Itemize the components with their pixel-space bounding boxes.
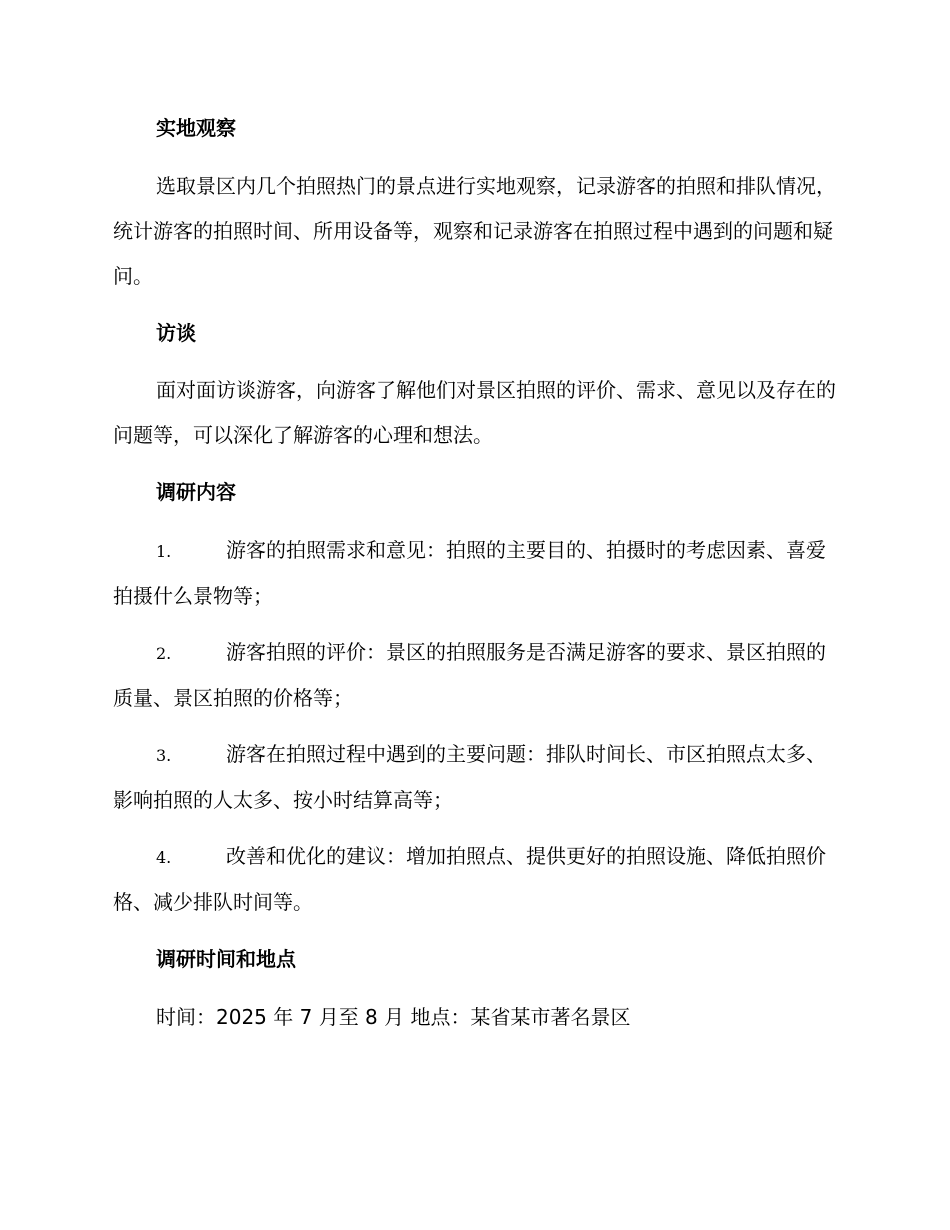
list-item-number: 4. [156, 848, 172, 867]
observation-paragraph: 选取景区内几个拍照热门的景点进行实地观察，记录游客的拍照和排队情况，统计游客的拍照时间、所用设备等，观察和记录游客在拍照过程中遇到的问题和疑问。 [113, 174, 836, 288]
list-item [113, 732, 841, 823]
section-heading-observation: 实地观察 [156, 116, 236, 140]
list-item [113, 630, 841, 721]
list-item [113, 528, 841, 619]
list-item-number: 2. [156, 644, 172, 663]
list-item-number: 1. [156, 542, 172, 561]
list-item-text: 游客拍照的评价：景区的拍照服务是否满足游客的要求、景区拍照的质量、景区拍照的价格等； [113, 640, 826, 710]
section-heading-interview: 访谈 [156, 321, 196, 345]
schedule-line: 时间：2025 年 7 月至 8 月 地点：某省某市著名景区 [156, 1005, 631, 1029]
list-item [113, 834, 841, 925]
section-heading-content: 调研内容 [156, 480, 236, 504]
section-heading-schedule: 调研时间和地点 [156, 947, 296, 971]
list-item-text: 改善和优化的建议：增加拍照点、提供更好的拍照设施、降低拍照价格、减少排队时间等。 [113, 844, 826, 914]
interview-paragraph: 面对面访谈游客，向游客了解他们对景区拍照的评价、需求、意见以及存在的问题等，可以深化了解游客的心理和想法。 [113, 378, 836, 447]
list-item-number: 3. [156, 746, 172, 765]
list-item-text: 游客的拍照需求和意见：拍照的主要目的、拍摄时的考虑因素、喜爱拍摄什么景物等； [113, 538, 826, 608]
list-item-text: 游客在拍照过程中遇到的主要问题：排队时间长、市区拍照点太多、影响拍照的人太多、按小时结算高等； [113, 742, 826, 812]
